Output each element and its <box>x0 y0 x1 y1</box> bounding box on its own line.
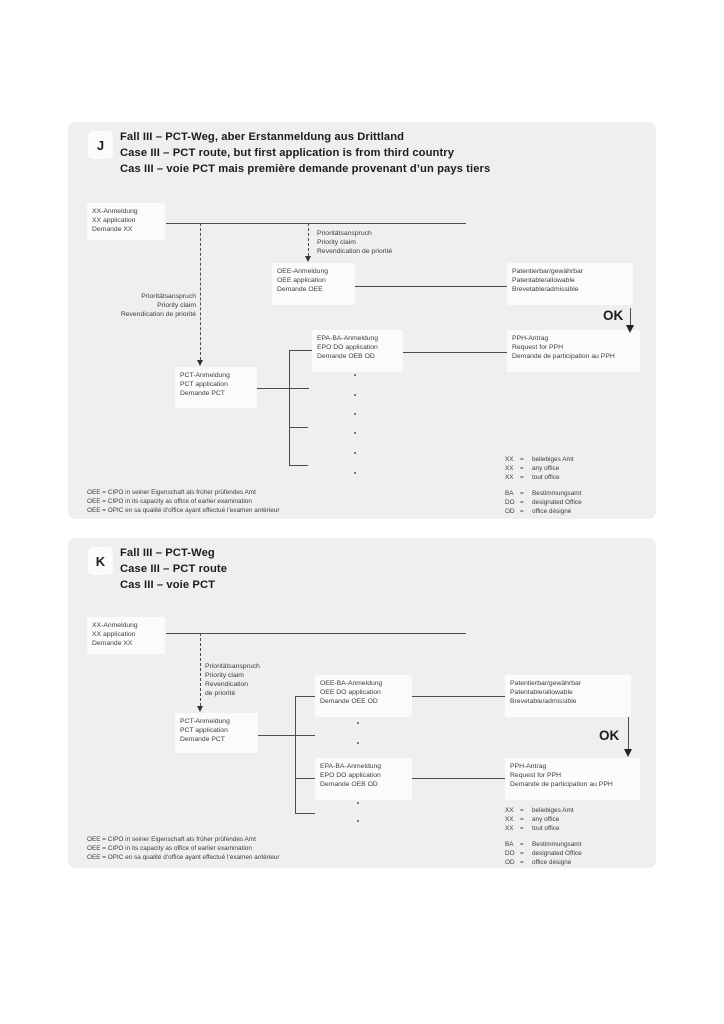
node-line: PCT application <box>180 381 228 388</box>
legend-abbr: OD <box>505 859 515 866</box>
branch-tick-j <box>289 465 308 466</box>
legend-eq: = <box>520 474 524 481</box>
node-line: Demande OEB OD <box>320 781 378 788</box>
legend-text: tout office <box>532 825 560 832</box>
panel-j-title <box>120 129 490 177</box>
ellipsis-dot <box>354 394 356 396</box>
legend-abbr: XX <box>505 816 514 823</box>
legend-row <box>505 455 574 464</box>
priority-dash-line-k <box>200 633 201 706</box>
ok-label-j: OK <box>603 308 624 323</box>
priority-claim-label-j-left <box>98 292 196 319</box>
legend-abbr: XX <box>505 825 514 832</box>
branch-tick-j <box>289 427 308 428</box>
ellipsis-dot <box>357 722 359 724</box>
legend-row <box>505 507 582 516</box>
legend-text: Bestimmungsamt <box>532 841 582 848</box>
legend-eq: = <box>520 807 524 814</box>
branch-tick-k <box>295 813 315 814</box>
legend-abbr: DO <box>505 499 515 506</box>
node-line: PCT-Anmeldung <box>180 372 230 379</box>
legend-line: OEE = CIPO in seiner Eigenschaft als früher prüfendes Amt <box>87 489 256 496</box>
node-line: XX application <box>92 217 136 224</box>
ok-label-k: OK <box>599 728 620 743</box>
node-epo-do-application-k <box>315 758 412 800</box>
node-line: Patentable/allowable <box>512 277 575 284</box>
node-line: PPH-Antrag <box>512 335 549 342</box>
node-oee-do-application-k <box>315 675 412 717</box>
node-line: Patentierbar/gewährbar <box>510 680 582 687</box>
branch-trunk-k <box>295 696 296 813</box>
node-pct-application-k <box>175 713 258 753</box>
panel-j-title-fr: Cas III – voie PCT mais première demande provenant d’un pays tiers <box>120 163 491 175</box>
legend-text: office désigné <box>532 859 572 866</box>
legend-row <box>505 858 582 867</box>
label-line: Prioritätsanspruch <box>317 230 372 237</box>
legend-eq: = <box>520 456 524 463</box>
arrowhead-down-icon <box>197 360 203 366</box>
legend-oee-k <box>87 835 279 862</box>
legend-row <box>505 849 582 858</box>
legend-eq: = <box>520 841 524 848</box>
legend-row <box>505 824 574 833</box>
node-line: Demande PCT <box>180 390 225 397</box>
node-line: Demande OEE OD <box>320 698 378 705</box>
legend-row <box>505 464 574 473</box>
legend-text: beliebiges Amt <box>532 807 574 814</box>
legend-row <box>505 815 574 824</box>
panel-case-j <box>68 122 656 519</box>
legend-abbr: OD <box>505 508 515 515</box>
arrowhead-down-icon <box>197 706 203 712</box>
legend-text: designated Office <box>532 850 582 857</box>
node-epo-do-application-j <box>312 330 403 372</box>
legend-eq: = <box>520 490 524 497</box>
panel-k-title <box>120 545 227 593</box>
legend-abbr: XX <box>505 807 514 814</box>
ellipsis-dot <box>354 374 356 376</box>
node-line: Brevetable/admissible <box>510 698 577 705</box>
node-line: XX-Anmeldung <box>92 622 138 629</box>
node-line: OEE-Anmeldung <box>277 268 329 275</box>
legend-abbr: BA <box>505 490 514 497</box>
panel-k-title-fr: Cas III – voie PCT <box>120 579 216 591</box>
legend-text: designated Office <box>532 499 582 506</box>
ellipsis-dot <box>357 802 359 804</box>
legend-eq: = <box>520 465 524 472</box>
node-line: PCT-Anmeldung <box>180 718 230 725</box>
panel-k-title-de: Fall III – PCT-Weg <box>120 547 215 559</box>
connector-epo-pph-j <box>403 352 507 353</box>
node-line: Patentable/allowable <box>510 689 573 696</box>
label-line: Priority claim <box>205 672 244 679</box>
priority-dash-line-j-oee <box>308 223 309 256</box>
node-line: Demande PCT <box>180 736 225 743</box>
node-line: XX-Anmeldung <box>92 208 138 215</box>
legend-eq: = <box>520 816 524 823</box>
priority-claim-label-j-upper <box>317 229 392 256</box>
legend-ba-j <box>505 489 582 516</box>
node-line: Patentierbar/gewährbar <box>512 268 584 275</box>
panel-j-title-de: Fall III – PCT-Weg, aber Erstanmeldung aus Drittland <box>120 131 405 143</box>
legend-abbr: XX <box>505 465 514 472</box>
label-line: Revendication de priorité <box>317 248 393 255</box>
node-line: EPO DO application <box>317 344 378 351</box>
legend-line: OEE = CIPO in seiner Eigenschaft als früher prüfendes Amt <box>87 836 256 843</box>
ok-arrowhead-down-icon <box>626 325 634 333</box>
node-line: Request for PPH <box>510 772 561 779</box>
node-line: PCT application <box>180 727 228 734</box>
node-line: EPA-BA-Anmeldung <box>317 335 379 342</box>
legend-text: any office <box>532 816 560 823</box>
legend-text: office désigné <box>532 508 572 515</box>
connector-pct-branch-k <box>258 735 315 736</box>
branch-tick-k <box>295 778 315 779</box>
ellipsis-dot <box>354 472 356 474</box>
node-oee-application-j <box>272 263 355 305</box>
timeline-k <box>166 633 466 634</box>
ellipsis-dot <box>357 742 359 744</box>
legend-line: OEE = OPIC en sa qualité d’office ayant effectué l’examen antérieur <box>87 507 280 514</box>
node-line: Request for PPH <box>512 344 563 351</box>
legend-text: beliebiges Amt <box>532 456 574 463</box>
legend-eq: = <box>520 825 524 832</box>
node-line: Demande XX <box>92 226 133 233</box>
node-line: Brevetable/admissible <box>512 286 579 293</box>
legend-row <box>505 840 582 849</box>
legend-row <box>505 806 574 815</box>
legend-oee-j <box>87 488 279 515</box>
panel-j-badge: J <box>88 131 113 159</box>
node-line: PPH-Antrag <box>510 763 547 770</box>
node-line: Demande OEB OD <box>317 353 375 360</box>
connector-pct-branch-j <box>257 388 309 389</box>
node-line: XX application <box>92 631 136 638</box>
legend-line: OEE = CIPO in its capacity as office of earlier examination <box>87 498 252 505</box>
ok-arrowhead-down-icon <box>624 749 632 757</box>
label-line: Prioritätsanspruch <box>205 663 260 670</box>
ok-arrow-line-j <box>630 308 631 325</box>
branch-tick-k <box>295 696 315 697</box>
node-pph-request-k <box>505 758 640 800</box>
node-xx-application-j <box>87 203 165 240</box>
node-line: Demande de participation au PPH <box>510 781 613 788</box>
node-line: Demande XX <box>92 640 133 647</box>
node-line: OEE DO application <box>320 689 381 696</box>
panel-k-badge: K <box>88 547 113 575</box>
timeline-j <box>166 223 466 224</box>
node-xx-application-k <box>87 617 165 654</box>
ellipsis-dot <box>354 432 356 434</box>
label-line: Revendication <box>205 681 249 688</box>
legend-eq: = <box>520 859 524 866</box>
legend-abbr: XX <box>505 474 514 481</box>
arrowhead-down-icon <box>305 256 311 262</box>
legend-eq: = <box>520 850 524 857</box>
ellipsis-dot <box>354 452 356 454</box>
node-line: EPA-BA-Anmeldung <box>320 763 382 770</box>
legend-abbr: XX <box>505 456 514 463</box>
node-line: Demande OEE <box>277 286 323 293</box>
legend-ba-k <box>505 840 582 867</box>
panel-case-k <box>68 538 656 868</box>
connector-oeedo-patentable-k <box>412 696 505 697</box>
legend-line: OEE = CIPO in its capacity as office of earlier examination <box>87 845 252 852</box>
node-patentable-j <box>507 263 633 305</box>
ok-arrow-line-k <box>628 717 629 749</box>
ellipsis-dot <box>354 413 356 415</box>
node-line: Demande de participation au PPH <box>512 353 615 360</box>
legend-text: tout office <box>532 474 560 481</box>
legend-abbr: DO <box>505 850 515 857</box>
legend-xx-j <box>505 455 574 482</box>
legend-row <box>505 489 582 498</box>
connector-epo-pph-k <box>412 778 505 779</box>
label-line: de priorité <box>205 690 236 697</box>
node-line: EPO DO application <box>320 772 381 779</box>
node-pph-request-j <box>507 330 640 372</box>
legend-text: any office <box>532 465 560 472</box>
node-line: OEE application <box>277 277 326 284</box>
legend-eq: = <box>520 508 524 515</box>
priority-claim-label-k <box>205 662 260 698</box>
branch-tick-j <box>289 350 312 351</box>
panel-k-title-en: Case III – PCT route <box>120 563 228 575</box>
legend-line: OEE = OPIC en sa qualité d’office ayant effectué l’examen antérieur <box>87 854 280 861</box>
legend-row <box>505 498 582 507</box>
label-line: Revendication de priorité <box>120 311 196 318</box>
node-line: OEE-BA-Anmeldung <box>320 680 383 687</box>
legend-xx-k <box>505 806 574 833</box>
label-line: Priority claim <box>317 239 356 246</box>
ellipsis-dot <box>357 820 359 822</box>
legend-text: Bestimmungsamt <box>532 490 582 497</box>
label-line: Priority claim <box>157 302 196 309</box>
legend-row <box>505 473 574 482</box>
panel-j-title-en: Case III – PCT route, but first application is from third country <box>120 147 455 159</box>
branch-trunk-j <box>289 350 290 465</box>
node-patentable-k <box>505 675 631 717</box>
legend-eq: = <box>520 499 524 506</box>
node-pct-application-j <box>175 367 257 408</box>
connector-oee-patentable-j <box>355 286 507 287</box>
label-line: Prioritätsanspruch <box>141 293 196 300</box>
priority-dash-line-j-pct <box>200 223 201 360</box>
legend-abbr: BA <box>505 841 514 848</box>
